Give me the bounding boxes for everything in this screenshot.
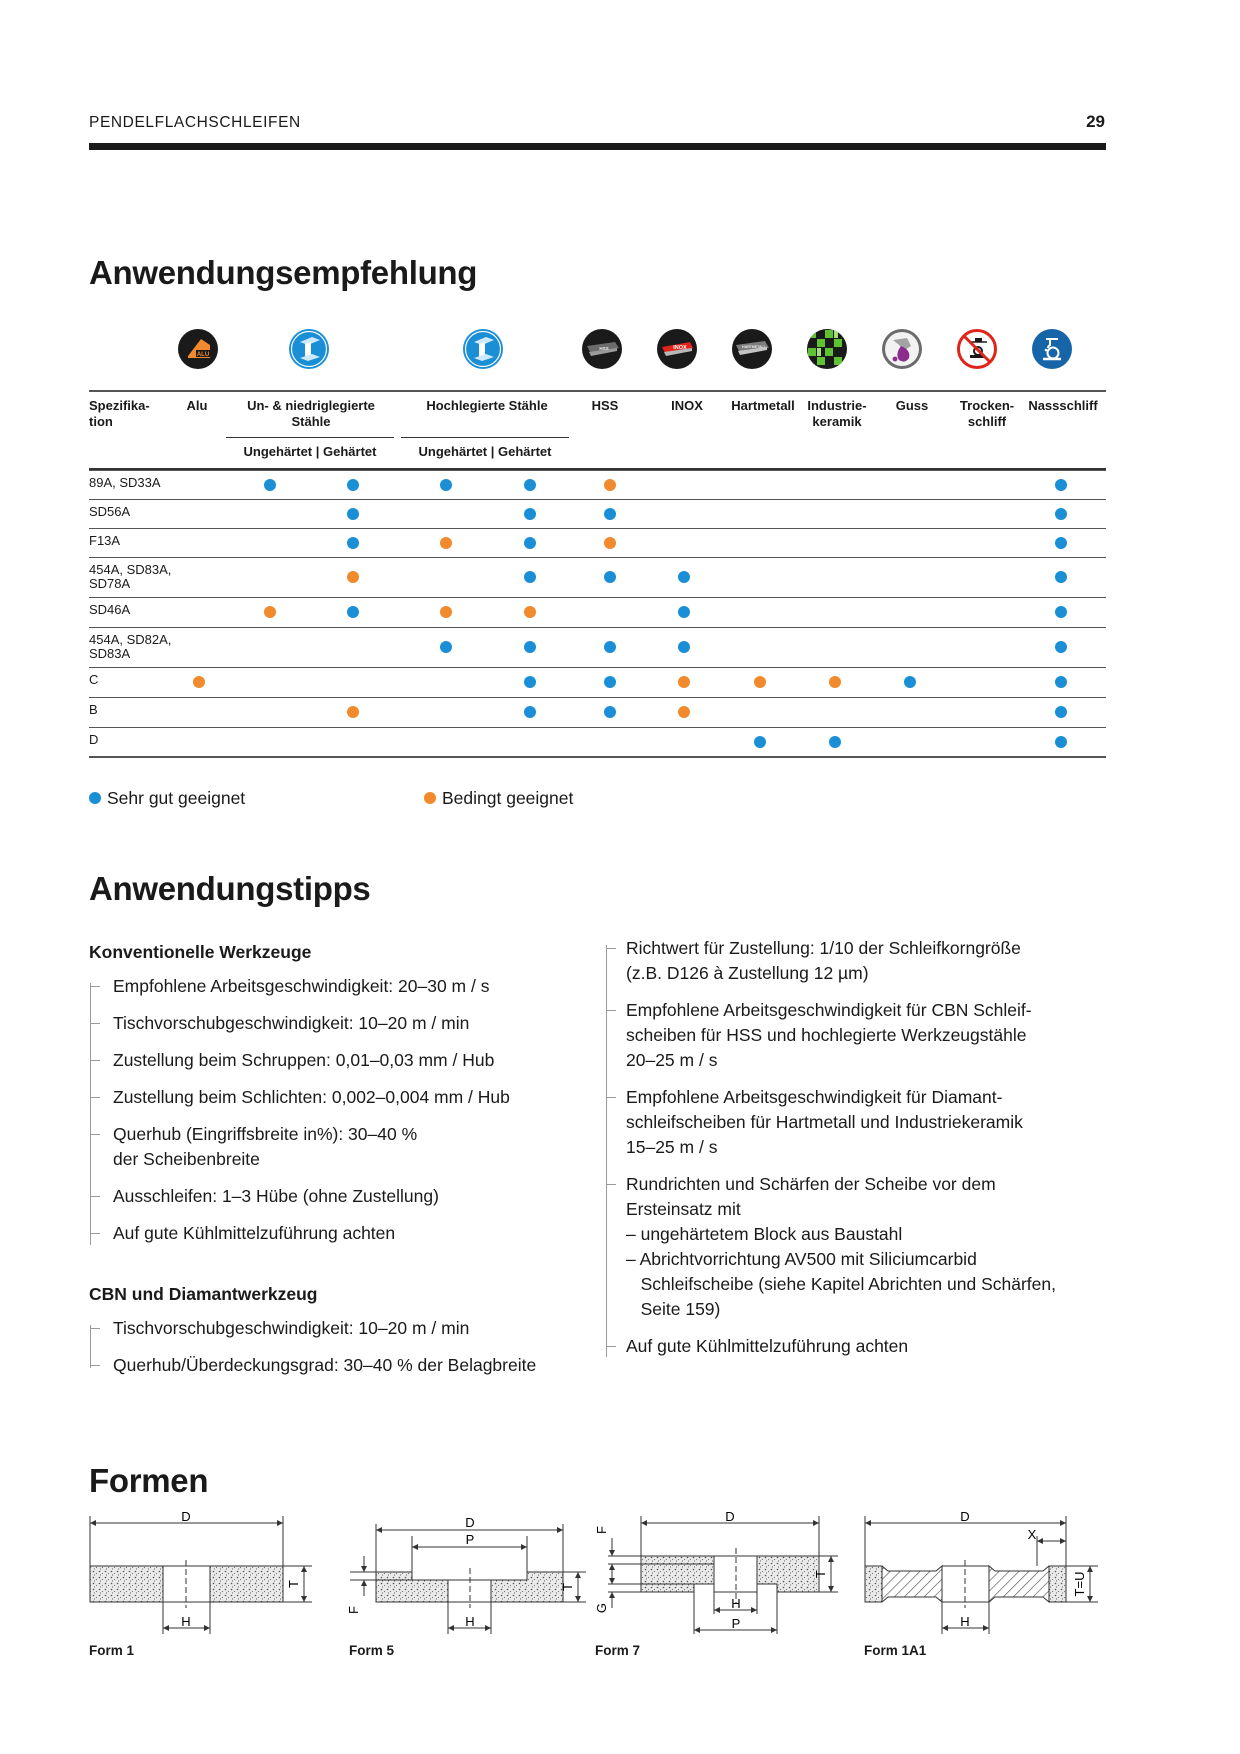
suitability-dot-good <box>754 736 766 748</box>
tip-item <box>113 1085 510 1110</box>
tip-item <box>113 974 489 999</box>
tip-line: Empfohlene Arbeitsgeschwindigkeit: 20–30 m / s <box>113 976 490 996</box>
col-header-alu: Alu <box>186 398 208 413</box>
tips-cbn-title: CBN und Diamantwerkzeug <box>89 1284 318 1304</box>
spec-text: D <box>89 732 99 747</box>
running-header-title: PENDELFLACHSCHLEIFEN <box>89 114 301 131</box>
tip-line: Tischvorschubgeschwindigkeit: 10–20 m / min <box>113 1318 470 1338</box>
svg-text:INOX: INOX <box>673 345 687 351</box>
tip-item <box>626 1085 1023 1160</box>
section-title-recommendation: Anwendungsempfehlung <box>89 254 478 291</box>
svg-text:T: T <box>286 1580 301 1588</box>
suitability-dot-good <box>347 479 359 491</box>
form-5-drawing <box>346 1510 590 1634</box>
svg-text:H: H <box>181 1614 191 1629</box>
sub-header-rule-low <box>226 437 394 438</box>
alu-icon <box>177 328 219 370</box>
suitability-dot-good <box>524 706 536 718</box>
suitability-dot-limited <box>193 676 205 688</box>
tips-right-tree <box>606 945 607 1357</box>
tip-line: Ausschleifen: 1–3 Hübe (ohne Zustellung) <box>113 1186 439 1206</box>
table-row-rule <box>89 470 1106 471</box>
svg-text:ALU: ALU <box>196 352 210 358</box>
tip-line: 20–25 m / s <box>626 1050 718 1070</box>
suitability-dot-good <box>1055 508 1067 520</box>
suitability-dot-good <box>1055 736 1067 748</box>
spec-cell <box>89 534 120 548</box>
tip-line: Zustellung beim Schlichten: 0,002–0,004 mm / Hub <box>113 1087 510 1107</box>
spec-cell <box>89 633 171 661</box>
tip-item <box>626 1334 908 1359</box>
tip-line: Richtwert für Zustellung: 1/10 der Schleifkorngröße <box>626 938 1021 958</box>
hss-icon <box>581 328 623 370</box>
suitability-dot-limited <box>347 706 359 718</box>
col-header-hss: HSS <box>591 398 619 413</box>
svg-text:P: P <box>731 1616 741 1631</box>
tip-tick <box>90 1097 100 1098</box>
col-header-hartmetall: Hartmetall <box>731 398 795 413</box>
suitability-dot-good <box>604 571 616 583</box>
tip-tick <box>90 1196 100 1197</box>
col-header-inox: INOX <box>671 398 703 413</box>
svg-text:D: D <box>181 1509 191 1524</box>
col-header-high-alloy: Hochlegierte Stähle <box>426 398 548 413</box>
form-7-drawing <box>590 1508 840 1638</box>
suitability-dot-good <box>347 606 359 618</box>
sub-header-high-alloy: Ungehärtet | Gehärtet <box>418 444 552 459</box>
svg-text:H: H <box>465 1614 475 1629</box>
section-title-tips: Anwendungstipps <box>89 870 371 907</box>
suitability-dot-good <box>1055 537 1067 549</box>
tip-item <box>113 1011 469 1036</box>
spec-text: 89A, SD33A <box>89 475 161 490</box>
tip-line: schleifscheiben für Hartmetall und Industriekeramik <box>626 1112 1023 1132</box>
suitability-dot-good <box>604 706 616 718</box>
form-1-drawing <box>86 1510 316 1634</box>
spec-text: SD46A <box>89 602 131 617</box>
tip-line: Schleifscheibe (siehe Kapitel Abrichten und Schärfen, <box>626 1274 1056 1294</box>
svg-text:G: G <box>594 1602 609 1614</box>
steel-low-alloy-icon <box>288 328 330 370</box>
tip-line: Querhub (Eingriffsbreite in%): 30–40 % <box>113 1124 418 1144</box>
tip-line: Tischvorschubgeschwindigkeit: 10–20 m / min <box>113 1013 470 1033</box>
spec-cell <box>89 703 98 717</box>
sub-header-low-alloy: Ungehärtet | Gehärtet <box>243 444 377 459</box>
tip-tick <box>90 1023 100 1024</box>
suitability-dot-good <box>347 508 359 520</box>
suitability-dot-good <box>604 641 616 653</box>
tip-item <box>113 1221 395 1246</box>
form-1a1-label: Form 1A1 <box>864 1643 927 1658</box>
suitability-dot-good <box>904 676 916 688</box>
tip-tick <box>606 1010 616 1011</box>
tip-item <box>626 1172 1056 1322</box>
suitability-dot-limited <box>604 537 616 549</box>
tip-line: – ungehärtetem Block aus Baustahl <box>626 1224 903 1244</box>
no-wet-dry-grinding-icon <box>956 328 998 370</box>
steel-high-alloy-icon <box>462 328 504 370</box>
tip-line: Auf gute Kühlmittelzuführung achten <box>113 1223 396 1243</box>
tip-item <box>113 1353 536 1378</box>
legend-limited: Bedingt geeignet <box>424 788 573 809</box>
tip-tick <box>606 1097 616 1098</box>
tip-tick <box>606 1184 616 1185</box>
suitability-dot-good <box>678 606 690 618</box>
form-7-label: Form 7 <box>595 1643 641 1658</box>
suitability-dot-good <box>1055 606 1067 618</box>
form-1-label: Form 1 <box>89 1643 135 1658</box>
svg-text:HSS: HSS <box>599 346 609 351</box>
suitability-dot-limited <box>264 606 276 618</box>
tip-line: Auf gute Kühlmittelzuführung achten <box>626 1336 909 1356</box>
suitability-dot-limited <box>524 606 536 618</box>
col-header-nass: Nassschliff <box>1028 398 1098 413</box>
inox-icon <box>656 328 698 370</box>
suitability-dot-good <box>524 508 536 520</box>
table-row-rule <box>89 667 1106 668</box>
svg-text:P: P <box>465 1532 475 1547</box>
spec-text: F13A <box>89 533 121 548</box>
wet-grinding-icon <box>1031 328 1073 370</box>
suitability-dot-good <box>524 676 536 688</box>
table-row-rule <box>89 756 1106 758</box>
tip-line: 15–25 m / s <box>626 1137 718 1157</box>
hartmetall-icon <box>731 328 773 370</box>
spec-text: B <box>89 702 98 717</box>
tip-line: Querhub/Überdeckungsgrad: 30–40 % der Belagbreite <box>113 1355 537 1375</box>
tip-item <box>113 1316 469 1341</box>
tip-item <box>626 998 1032 1073</box>
suitability-dot-good <box>264 479 276 491</box>
section-title-forms: Formen <box>89 1462 209 1499</box>
spec-cell <box>89 673 98 687</box>
spec-text: C <box>89 672 99 687</box>
svg-text:D: D <box>960 1509 970 1524</box>
suitability-dot-limited <box>347 571 359 583</box>
cast-iron-icon <box>881 328 923 370</box>
suitability-dot-limited <box>440 606 452 618</box>
table-row-rule <box>89 499 1106 500</box>
table-row-rule <box>89 528 1106 529</box>
suitability-dot-good <box>524 537 536 549</box>
tip-item <box>113 1184 439 1209</box>
suitability-dot-limited <box>754 676 766 688</box>
suitability-dot-good <box>1055 676 1067 688</box>
svg-text:T=U: T=U <box>1072 1571 1087 1597</box>
tip-item <box>626 936 1021 986</box>
svg-text:HARTMETALL: HARTMETALL <box>742 345 766 349</box>
legend-blue-dot <box>89 792 101 804</box>
sub-header-rule-high <box>401 437 569 438</box>
table-row-rule <box>89 727 1106 728</box>
suitability-dot-good <box>604 676 616 688</box>
suitability-dot-limited <box>604 479 616 491</box>
spec-cell <box>89 476 161 490</box>
legend-good: Sehr gut geeignet <box>89 788 245 809</box>
suitability-dot-good <box>524 571 536 583</box>
spec-text: SD83A <box>89 646 131 661</box>
header-rule <box>89 143 1106 150</box>
svg-text:F: F <box>346 1606 361 1614</box>
spec-cell <box>89 505 130 519</box>
tip-tick <box>90 1365 100 1366</box>
suitability-dot-good <box>524 479 536 491</box>
col-header-low-alloy: Un- & niedriglegierte Stähle <box>247 398 375 429</box>
spec-cell <box>89 733 98 747</box>
tips-conventional-title: Konventionelle Werkzeuge <box>89 942 312 962</box>
tip-tick <box>606 948 616 949</box>
tip-tick <box>606 1346 616 1347</box>
svg-text:T: T <box>813 1570 828 1578</box>
form-5-label: Form 5 <box>349 1643 395 1658</box>
tip-tick <box>90 1134 100 1135</box>
suitability-dot-limited <box>440 537 452 549</box>
tip-line: (z.B. D126 à Zustellung 12 µm) <box>626 963 869 983</box>
suitability-dot-limited <box>678 676 690 688</box>
suitability-dot-limited <box>678 706 690 718</box>
suitability-dot-good <box>1055 641 1067 653</box>
page-number: 29 <box>1086 112 1105 131</box>
col-header-keramik: Industrie- keramik <box>807 398 867 429</box>
tip-tick <box>90 986 100 987</box>
svg-text:T: T <box>560 1583 575 1591</box>
tips-cbn-tree <box>90 1325 91 1368</box>
form-1a1-drawing <box>862 1510 1102 1634</box>
suitability-dot-good <box>440 641 452 653</box>
col-header-trocken: Trocken- schliff <box>959 398 1015 429</box>
suitability-dot-good <box>1055 706 1067 718</box>
tip-line: Empfohlene Arbeitsgeschwindigkeit für Diamant- <box>626 1087 1003 1107</box>
col-header-spec: Spezifika- tion <box>89 398 150 429</box>
col-header-guss: Guss <box>895 398 929 413</box>
svg-text:H: H <box>960 1614 970 1629</box>
suitability-dot-good <box>604 508 616 520</box>
icon-row-rule <box>89 390 1106 392</box>
tip-item <box>113 1122 417 1172</box>
tip-tick <box>90 1060 100 1061</box>
svg-text:D: D <box>465 1515 475 1530</box>
table-row-rule <box>89 557 1106 558</box>
tip-line: der Scheibenbreite <box>113 1149 260 1169</box>
tip-line: scheiben für HSS und hochlegierte Werkzeugstähle <box>626 1025 1027 1045</box>
tip-line: – Abrichtvorrichtung AV500 mit Siliciumcarbid <box>626 1249 977 1269</box>
spec-text: SD56A <box>89 504 131 519</box>
tip-item <box>113 1048 494 1073</box>
suitability-dot-limited <box>829 676 841 688</box>
spec-cell <box>89 603 130 617</box>
svg-text:F: F <box>594 1526 609 1534</box>
tip-line: Rundrichten und Schärfen der Scheibe vor dem <box>626 1174 996 1194</box>
tip-tick <box>90 1233 100 1234</box>
table-row-rule <box>89 697 1106 698</box>
suitability-dot-good <box>440 479 452 491</box>
suitability-dot-good <box>678 641 690 653</box>
svg-text:X: X <box>1027 1527 1037 1542</box>
suitability-dot-good <box>524 641 536 653</box>
spec-text: SD78A <box>89 576 131 591</box>
spec-text: 454A, SD83A, <box>89 562 172 577</box>
tip-line: Ersteinsatz mit <box>626 1199 741 1219</box>
suitability-dot-good <box>1055 571 1067 583</box>
legend-orange-dot <box>424 792 436 804</box>
table-row-rule <box>89 627 1106 628</box>
tip-line: Empfohlene Arbeitsgeschwindigkeit für CBN Schleif- <box>626 1000 1032 1020</box>
svg-text:D: D <box>725 1509 735 1524</box>
tip-line: Seite 159) <box>626 1299 721 1319</box>
suitability-dot-good <box>678 571 690 583</box>
tip-tick <box>90 1328 100 1329</box>
tip-line: Zustellung beim Schruppen: 0,01–0,03 mm / Hub <box>113 1050 495 1070</box>
suitability-dot-good <box>347 537 359 549</box>
suitability-dot-good <box>829 736 841 748</box>
spec-text: 454A, SD82A, <box>89 632 172 647</box>
spec-cell <box>89 563 171 591</box>
industrial-ceramics-icon <box>806 328 848 370</box>
svg-text:H: H <box>731 1596 741 1611</box>
suitability-dot-good <box>1055 479 1067 491</box>
table-row-rule <box>89 597 1106 598</box>
